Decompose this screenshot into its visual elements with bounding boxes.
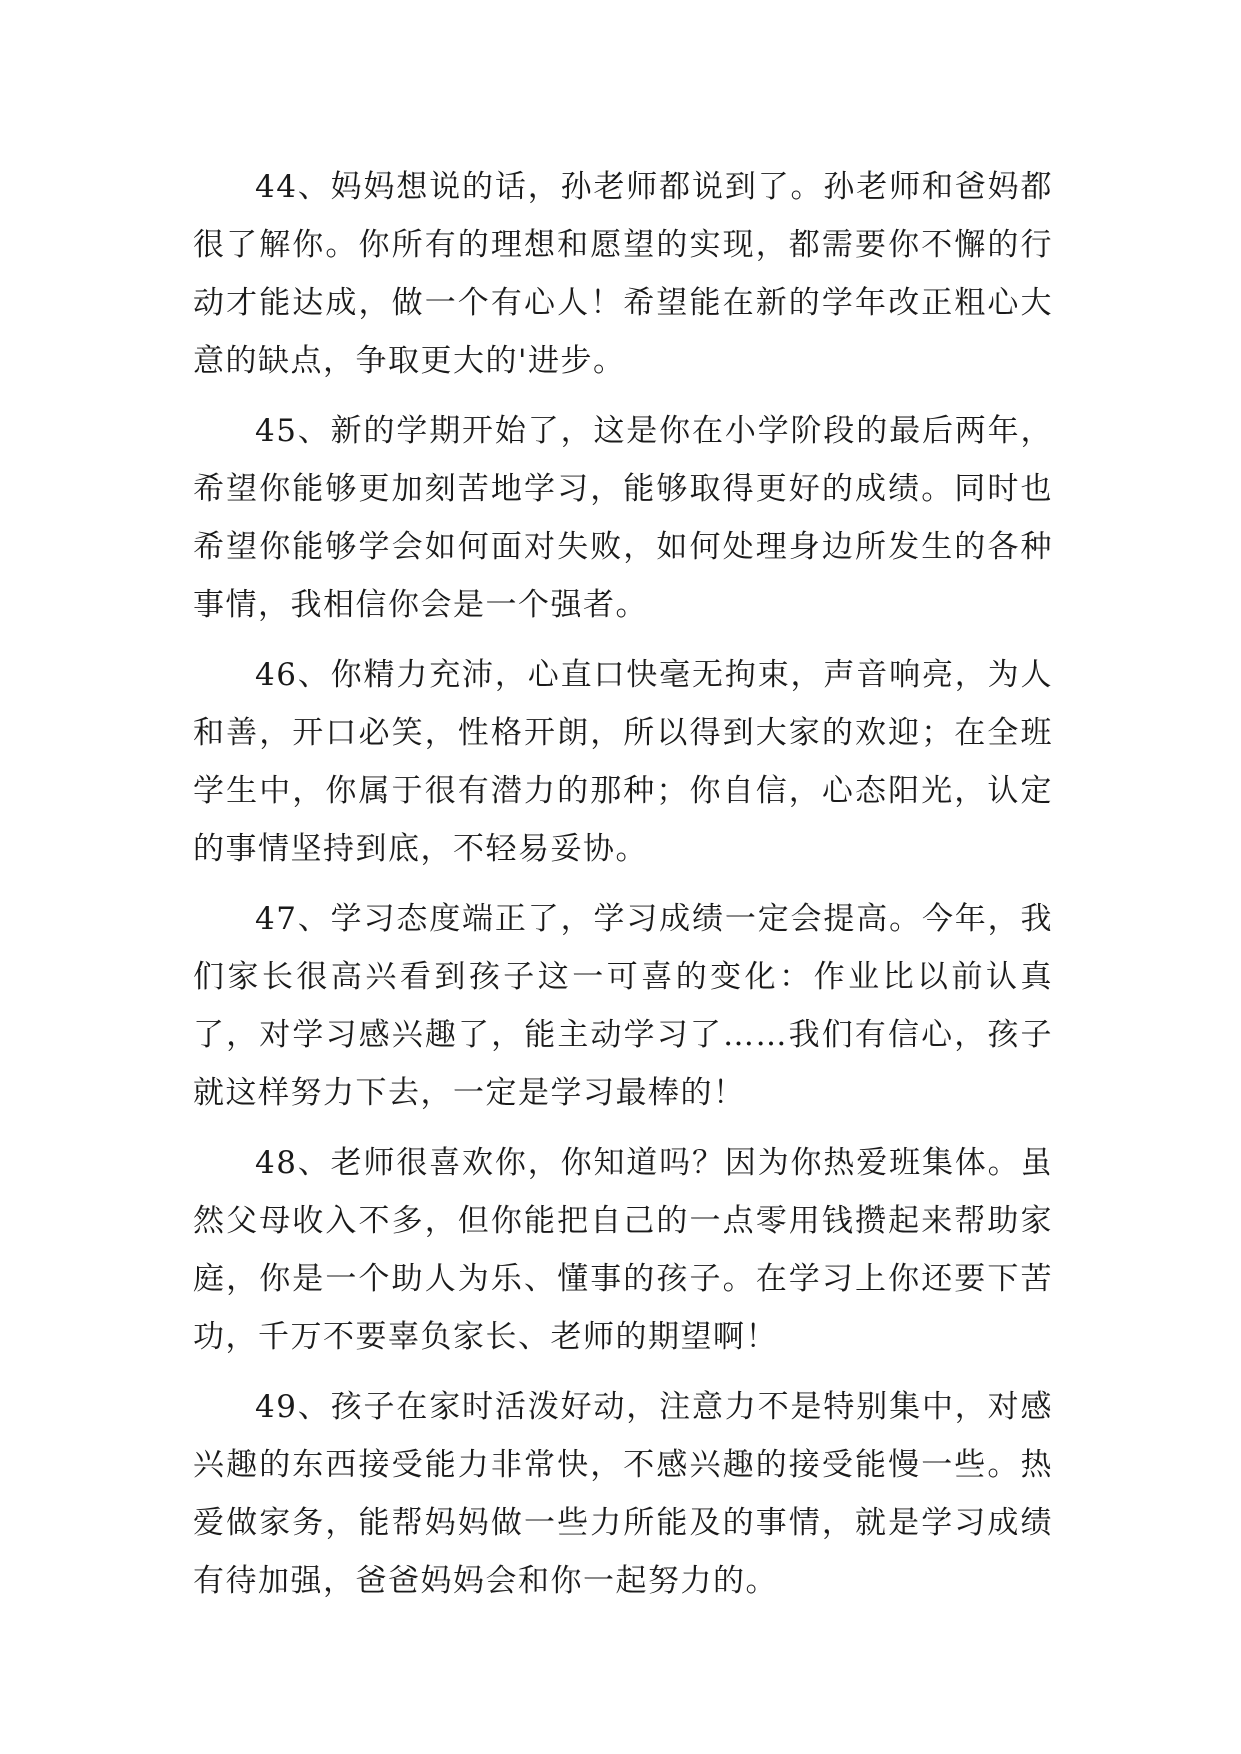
comment-paragraph-44: 44、妈妈想说的话，孙老师都说到了。孙老师和爸妈都很了解你。你所有的理想和愿望的实现，都需要你不懈的行动才能达成，做一个有心人！希望能在新的学年改正粗心大意的缺点，争取更大的'进步。 xyxy=(193,169,1053,379)
document-body xyxy=(193,158,1053,1622)
comment-paragraph-48: 48、老师很喜欢你，你知道吗？因为你热爱班集体。虽然父母收入不多，但你能把自己的一点零用钱攒起来帮助家庭，你是一个助人为乐、懂事的孩子。在学习上你还要下苦功，千万不要辜负家长、老师的期望啊！ xyxy=(193,1145,1053,1355)
comment-paragraph-49: 49、孩子在家时活泼好动，注意力不是特别集中，对感兴趣的东西接受能力非常快，不感兴趣的接受能慢一些。热爱做家务，能帮妈妈做一些力所能及的事情，就是学习成绩有待加强，爸爸妈妈会和你一起努力的。 xyxy=(193,1389,1053,1599)
comment-paragraph-45: 45、新的学期开始了，这是你在小学阶段的最后两年，希望你能够更加刻苦地学习，能够取得更好的成绩。同时也希望你能够学会如何面对失败，如何处理身边所发生的各种事情，我相信你会是一个强者。 xyxy=(193,413,1053,623)
comment-paragraph-47: 47、学习态度端正了，学习成绩一定会提高。今年，我们家长很高兴看到孩子这一可喜的变化：作业比以前认真了，对学习感兴趣了，能主动学习了……我们有信心，孩子就这样努力下去，一定是学习最棒的！ xyxy=(193,901,1053,1111)
comment-paragraph-46: 46、你精力充沛，心直口快毫无拘束，声音响亮，为人和善，开口必笑，性格开朗，所以得到大家的欢迎；在全班学生中，你属于很有潜力的那种；你自信，心态阳光，认定的事情坚持到底，不轻易妥协。 xyxy=(193,657,1053,867)
